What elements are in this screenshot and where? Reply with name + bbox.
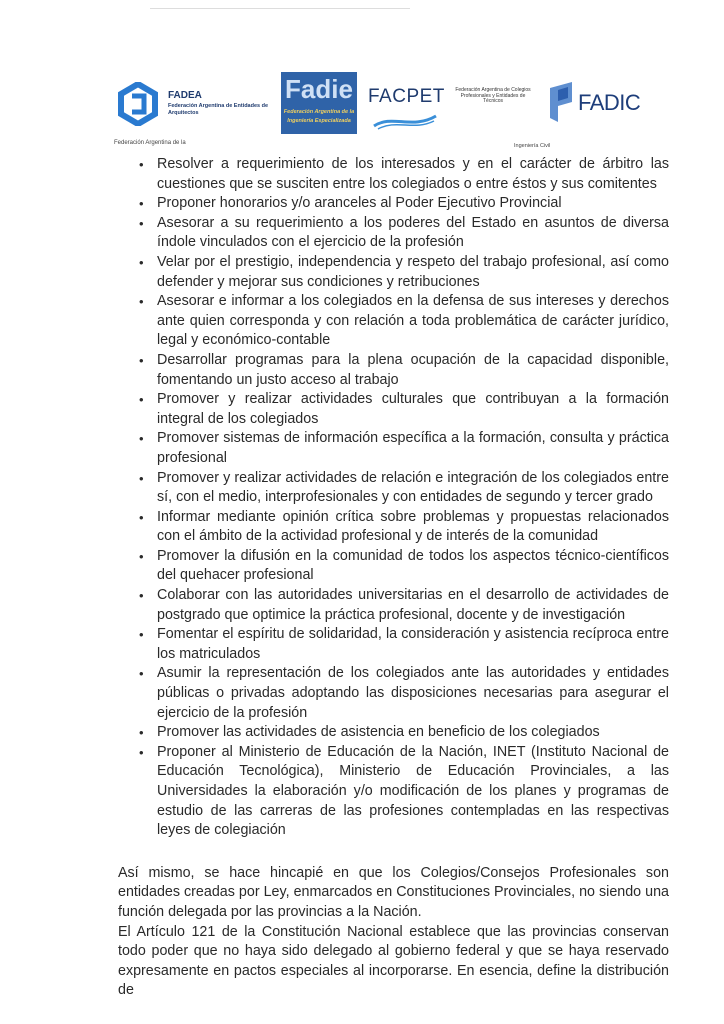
fadic-caption: Ingeniería Civil — [514, 143, 551, 149]
bullet-icon: • — [139, 196, 144, 212]
list-item-text: Informar mediante opinión crítica sobre problemas y propuestas relacionados con el ámbito de la actividad profesional y de interés de la comunidad — [157, 508, 669, 545]
paragraph: Así mismo, se hace hincapié en que los Colegios/Consejos Profesionales son entidades creadas por Ley, enmarcados en Constituciones Provinciales, no siendo una función delegada por las provincias a la Nación. — [118, 864, 669, 920]
list-item — [118, 723, 669, 743]
list-item-text: Proponer al Ministerio de Educación de la Nación, INET (Instituto Nacional de Educación Tecnológica), Ministerio de Educación Provinciales, a las Universidades la elaboración y/o modificación de los planes y programas de estudio de las carreras de las profesiones contempladas en las respectivas leyes de colegiación — [157, 743, 669, 839]
bullet-icon: • — [139, 588, 144, 604]
fadea-subtitle: Federación Argentina de Entidades de Arquitectos — [168, 103, 269, 116]
fadie-logo — [281, 72, 357, 134]
bullet-icon: • — [139, 254, 144, 270]
letterhead — [0, 60, 724, 160]
fadie-subtitle: Federación Argentina de la Ingeniería Especializada — [283, 109, 355, 124]
bullet-icon: • — [139, 627, 144, 643]
list-item-text: Promover la difusión en la comunidad de todos los aspectos técnico-científicos del quehacer profesional — [157, 547, 669, 584]
list-item-text: Asesorar a su requerimiento a los poderes del Estado en asuntos de diversa índole vinculados con el ejercicio de la profesión — [157, 214, 669, 251]
list-item — [118, 155, 669, 194]
list-item-text: Resolver a requerimiento de los interesados y en el carácter de árbitro las cuestiones que se susciten entre los colegiados o entre éstos y sus comitentes — [157, 156, 669, 192]
bullet-icon: • — [139, 294, 144, 310]
list-item-text: Promover sistemas de información específica a la formación, consulta y práctica profesional — [157, 430, 669, 466]
functions-list — [118, 155, 669, 841]
list-item — [118, 586, 669, 625]
list-item-text: Velar por el prestigio, independencia y respeto del trabajo profesional, así como defender y mejorar sus condiciones y retribuciones — [157, 253, 669, 290]
bullet-icon: • — [139, 392, 144, 408]
bullet-icon: • — [139, 470, 144, 486]
fadea-title: FADEA — [168, 90, 202, 101]
bullet-icon: • — [139, 725, 144, 741]
bullet-icon: • — [139, 744, 144, 760]
fadic-emblem-icon — [546, 82, 576, 122]
bullet-icon: • — [139, 157, 144, 172]
list-item — [118, 390, 669, 429]
list-item — [118, 292, 669, 351]
list-item — [118, 743, 669, 841]
fadic-title: FADIC — [578, 90, 641, 115]
list-item-text: Asesorar e informar a los colegiados en la defensa de sus intereses y derechos ante quien corresponda y con relación a toda problemática de carácter jurídico, legal y económico-contable — [157, 293, 669, 349]
list-item-text: Promover y realizar actividades culturales que contribuyan a la formación integral de los colegiados — [157, 391, 669, 427]
bullet-icon: • — [139, 509, 144, 525]
bullet-icon: • — [139, 431, 144, 447]
list-item-text: Asumir la representación de los colegiados ante las autoridades y entidades públicas o privadas adoptando las disposiciones necesarias para asegurar el ejercicio de la profesión — [157, 665, 669, 721]
list-item — [118, 625, 669, 664]
list-item-text: Colaborar con las autoridades universitarias en el desarrollo de actividades de postgrado que optimice la práctica profesional, docente y de investigación — [157, 587, 669, 623]
document-body — [118, 155, 669, 1001]
list-item-text: Promover y realizar actividades de relación e integración de los colegiados entre sí, con el medio, interprofesionales y con entidades de segundo y tercer grado — [157, 469, 669, 506]
fadea-caption: Federación Argentina de la — [114, 140, 186, 146]
list-item-text: Desarrollar programas para la plena ocupación de la capacidad disponible, fomentando un justo acceso al trabajo — [157, 351, 669, 388]
list-item-text: Proponer honorarios y/o aranceles al Poder Ejecutivo Provincial — [157, 195, 562, 212]
list-item — [118, 664, 669, 723]
list-item — [118, 508, 669, 547]
bullet-icon: • — [139, 548, 144, 564]
list-item — [118, 469, 669, 508]
paragraph: El Artículo 121 de la Constitución Nacional establece que las provincias conservan todo poder que no haya sido delegado al gobierno federal y que se haya reservado expresamente en pactos especiales al incorporarse. En esencia, define la distribución de — [118, 923, 669, 999]
scan-edge-line — [150, 8, 410, 9]
list-item — [118, 547, 669, 586]
fadie-title: Fadie — [285, 74, 353, 104]
list-item — [118, 253, 669, 292]
facpet-subtitle: Federación Argentina de Colegios Profesionales y Entidades de Técnicos — [455, 87, 531, 104]
facpet-wave-icon — [372, 110, 438, 130]
list-item-text: Promover las actividades de asistencia en beneficio de los colegiados — [157, 724, 600, 741]
list-item — [118, 429, 669, 468]
bullet-icon: • — [139, 666, 144, 682]
facpet-title: FACPET — [368, 86, 445, 107]
list-item — [118, 351, 669, 390]
list-item — [118, 194, 669, 214]
bullet-icon: • — [139, 352, 144, 368]
fadea-emblem-icon — [118, 82, 158, 126]
bullet-icon: • — [139, 215, 144, 231]
list-item-text: Fomentar el espíritu de solidaridad, la consideración y asistencia recíproca entre los matriculados — [157, 626, 669, 662]
list-item — [118, 214, 669, 253]
